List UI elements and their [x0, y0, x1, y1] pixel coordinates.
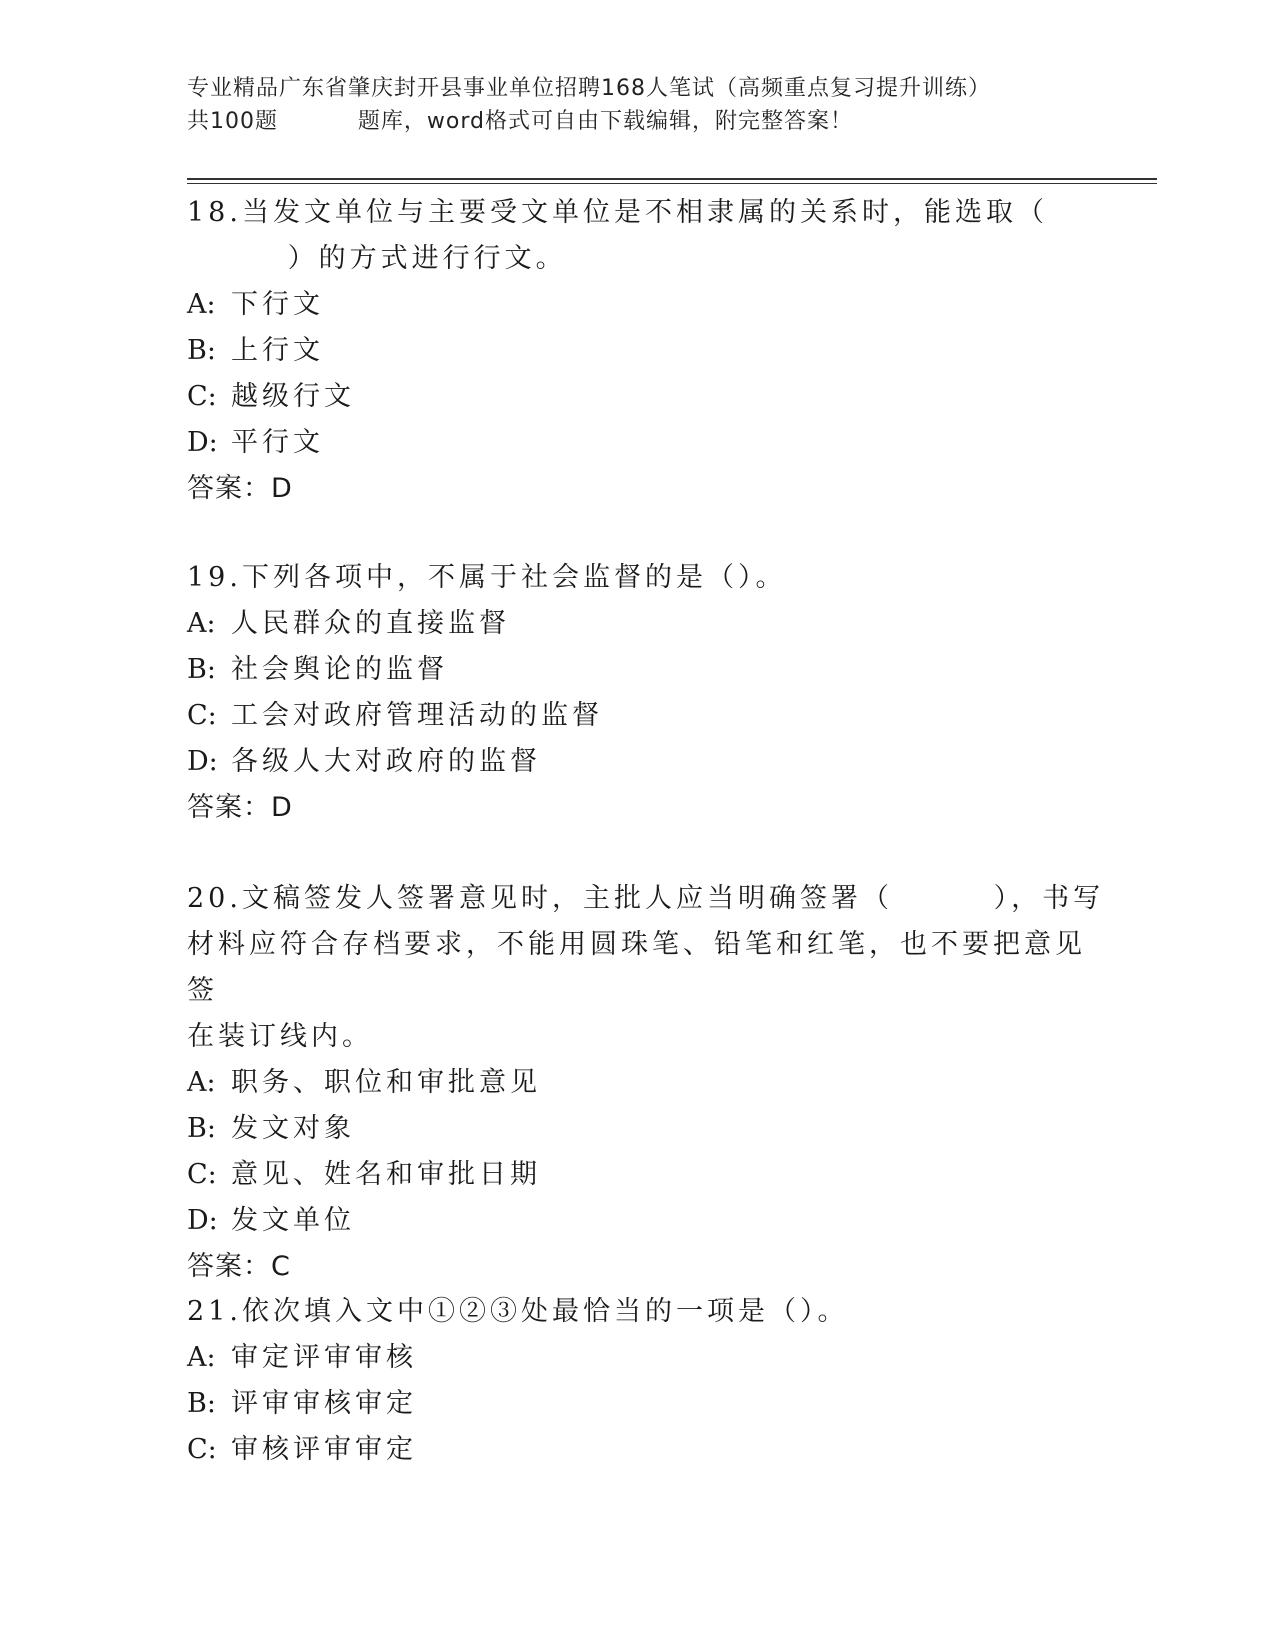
question-stem-line: ）的方式进行行文。	[187, 243, 567, 274]
option-a	[187, 601, 1087, 647]
answer-line: 答案：D	[187, 473, 293, 504]
option-key: B:	[187, 654, 216, 685]
option-d	[187, 1198, 1087, 1244]
option-text: 发文对象	[231, 1113, 355, 1144]
question-stem-line: 21.依次填入文中①②③处最恰当的一项是（）。	[187, 1296, 849, 1327]
option-text: 审核评审审定	[231, 1434, 417, 1465]
option-text: 人民群众的直接监督	[231, 608, 510, 639]
option-b	[187, 1106, 1087, 1152]
option-text: 职务、职位和审批意见	[231, 1067, 541, 1098]
option-key: A:	[187, 1067, 216, 1098]
option-text: 审定评审审核	[231, 1342, 417, 1373]
header-divider-thin	[187, 183, 1157, 184]
option-key: C:	[187, 700, 217, 731]
header-subtitle-line: 共100题 题库，word格式可自由下载编辑，附完整答案！	[187, 109, 854, 134]
question-stem-line: 20.文稿签发人签署意见时，主批人应当明确签署（ ），书写	[187, 883, 1105, 914]
option-key: C:	[187, 381, 217, 412]
question-stem-line: 19.下列各项中，不属于社会监督的是（）。	[187, 562, 787, 593]
option-d	[187, 420, 1087, 466]
header-title-line: 专业精品广东省肇庆封开县事业单位招聘168人笔试（高频重点复习提升训练）	[187, 76, 991, 101]
option-text: 越级行文	[231, 381, 355, 412]
option-key: A:	[187, 289, 216, 320]
option-text: 评审审核审定	[231, 1388, 417, 1419]
option-c	[187, 1152, 1087, 1198]
option-text: 发文单位	[231, 1205, 355, 1236]
option-c	[187, 374, 1087, 420]
option-key: D:	[187, 746, 218, 777]
answer-line: 答案：C	[187, 1251, 291, 1282]
option-text: 社会舆论的监督	[231, 654, 448, 685]
header-divider-thick	[187, 178, 1157, 180]
question-19	[187, 555, 1087, 831]
answer-line: 答案：D	[187, 792, 293, 823]
option-a	[187, 282, 1087, 328]
option-key: B:	[187, 1388, 216, 1419]
option-text: 平行文	[231, 427, 324, 458]
question-stem-line: 在装订线内。	[187, 1021, 373, 1052]
option-key: A:	[187, 1342, 216, 1373]
option-key: B:	[187, 335, 216, 366]
option-c	[187, 1427, 1087, 1473]
option-d	[187, 739, 1087, 785]
option-key: C:	[187, 1159, 217, 1190]
question-20	[187, 876, 1105, 1290]
option-b	[187, 647, 1087, 693]
option-text: 上行文	[231, 335, 324, 366]
option-text: 各级人大对政府的监督	[231, 746, 541, 777]
option-b	[187, 1381, 1087, 1427]
document-header	[187, 72, 1087, 138]
question-stem-line: 材料应符合存档要求，不能用圆珠笔、铅笔和红笔，也不要把意见签	[187, 929, 1086, 1006]
question-18	[187, 190, 1087, 512]
option-text: 工会对政府管理活动的监督	[231, 700, 603, 731]
question-stem-line: 18.当发文单位与主要受文单位是不相隶属的关系时，能选取（	[187, 197, 1048, 228]
option-c	[187, 693, 1087, 739]
option-b	[187, 328, 1087, 374]
option-text: 下行文	[231, 289, 324, 320]
question-21	[187, 1289, 1087, 1473]
option-a	[187, 1060, 1087, 1106]
option-a	[187, 1335, 1087, 1381]
option-key: B:	[187, 1113, 216, 1144]
option-key: D:	[187, 1205, 218, 1236]
option-key: A:	[187, 608, 216, 639]
option-text: 意见、姓名和审批日期	[231, 1159, 541, 1190]
option-key: D:	[187, 427, 218, 458]
option-key: C:	[187, 1434, 217, 1465]
